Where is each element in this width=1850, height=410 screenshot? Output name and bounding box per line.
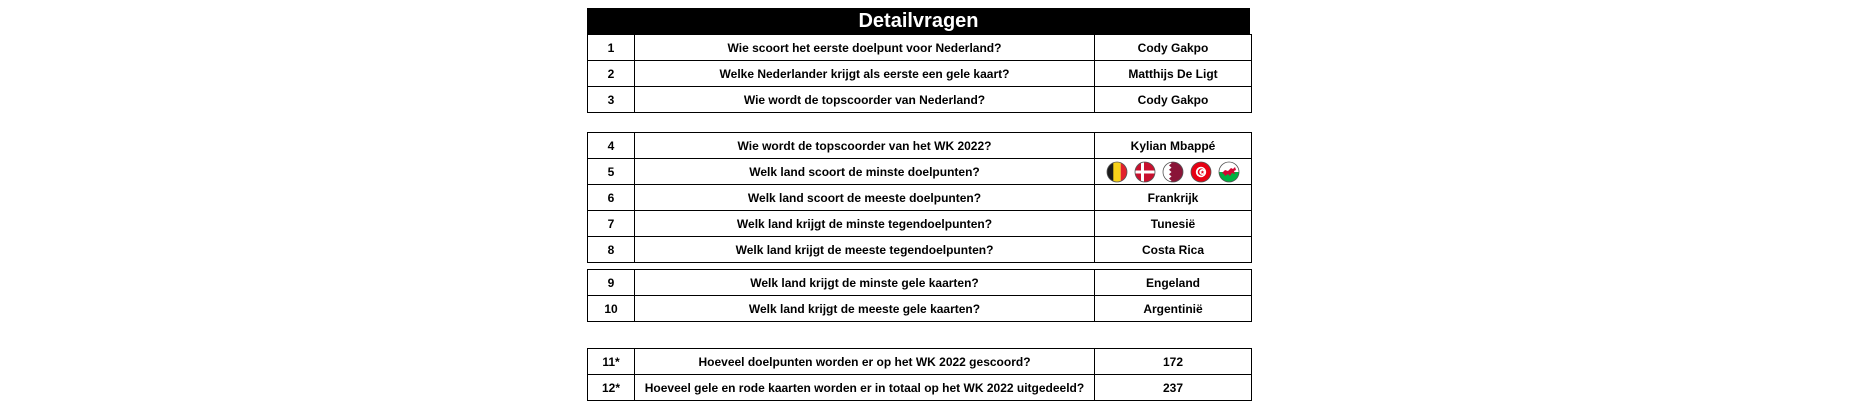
answer-cell: Engeland — [1095, 270, 1252, 296]
question-text: Wie wordt de topscoorder van het WK 2022? — [635, 133, 1095, 159]
question-text: Hoeveel gele en rode kaarten worden er in totaal op het WK 2022 uitgedeeld? — [635, 375, 1095, 401]
question-number: 4 — [588, 133, 635, 159]
question-text: Welk land krijgt de meeste gele kaarten? — [635, 296, 1095, 322]
question-number: 12* — [588, 375, 635, 401]
question-text: Welk land krijgt de meeste tegendoelpunten? — [635, 237, 1095, 263]
question-number: 1 — [588, 35, 635, 61]
answer-cell: Kylian Mbappé — [1095, 133, 1252, 159]
question-group-1 — [587, 34, 1252, 113]
question-number: 8 — [588, 237, 635, 263]
answer-cell: Tunesië — [1095, 211, 1252, 237]
table-row — [588, 375, 1252, 401]
sheet-title: Detailvragen — [587, 8, 1250, 34]
answer-cell: Frankrijk — [1095, 185, 1252, 211]
question-number: 2 — [588, 61, 635, 87]
wales-flag-icon — [1218, 161, 1240, 183]
answer-cell: 172 — [1095, 349, 1252, 375]
question-group-4 — [587, 348, 1252, 401]
answer-cell: Costa Rica — [1095, 237, 1252, 263]
question-text: Welk land scoort de minste doelpunten? — [635, 159, 1095, 185]
question-text: Wie wordt de topscoorder van Nederland? — [635, 87, 1095, 113]
table-row — [588, 270, 1252, 296]
question-text: Wie scoort het eerste doelpunt voor Nederland? — [635, 35, 1095, 61]
question-number: 9 — [588, 270, 635, 296]
qatar-flag-icon — [1162, 161, 1184, 183]
question-text: Welk land krijgt de minste tegendoelpunten? — [635, 211, 1095, 237]
question-number: 10 — [588, 296, 635, 322]
answer-cell: Cody Gakpo — [1095, 87, 1252, 113]
question-number: 3 — [588, 87, 635, 113]
question-group-2 — [587, 132, 1252, 263]
question-number: 7 — [588, 211, 635, 237]
question-group-3 — [587, 269, 1252, 322]
answer-cell: Matthijs De Ligt — [1095, 61, 1252, 87]
question-text: Welk land krijgt de minste gele kaarten? — [635, 270, 1095, 296]
belgium-flag-icon — [1106, 161, 1128, 183]
table-row — [588, 159, 1252, 185]
denmark-flag-icon — [1134, 161, 1156, 183]
question-text: Hoeveel doelpunten worden er op het WK 2022 gescoord? — [635, 349, 1095, 375]
table-row — [588, 185, 1252, 211]
question-number: 11* — [588, 349, 635, 375]
table-row — [588, 349, 1252, 375]
table-row — [588, 87, 1252, 113]
question-text: Welke Nederlander krijgt als eerste een gele kaart? — [635, 61, 1095, 87]
table-row — [588, 133, 1252, 159]
question-number: 6 — [588, 185, 635, 211]
question-number: 5 — [588, 159, 635, 185]
answer-cell: 237 — [1095, 375, 1252, 401]
table-row — [588, 211, 1252, 237]
table-row — [588, 237, 1252, 263]
answer-cell: Argentinië — [1095, 296, 1252, 322]
answer-flags-cell — [1095, 159, 1252, 185]
table-row — [588, 61, 1252, 87]
tunisia-flag-icon — [1190, 161, 1212, 183]
question-text: Welk land scoort de meeste doelpunten? — [635, 185, 1095, 211]
table-row — [588, 35, 1252, 61]
table-row — [588, 296, 1252, 322]
answer-cell: Cody Gakpo — [1095, 35, 1252, 61]
